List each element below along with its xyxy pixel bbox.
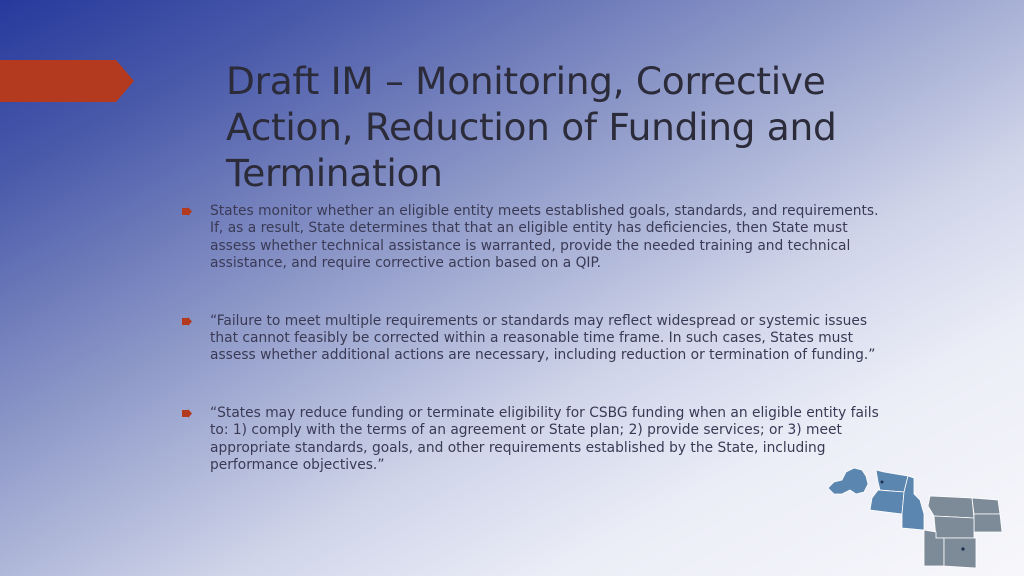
bullet-item <box>182 405 882 475</box>
bullet-arrow-icon <box>182 317 192 326</box>
bullet-arrow-icon <box>182 409 192 418</box>
bullet-text: “Failure to meet multiple requirements or standards may reflect widespread or systemic issues that cannot feasibly be corrected within a reasonable time frame. In such cases, States must assess whether additional actions are necessary, including reduction or termination of funding.” <box>210 312 876 364</box>
bullet-text: “States may reduce funding or terminate eligibility for CSBG funding when an eligible entity fails to: 1) comply with the terms of an agreement or State plan; 2) provide services; or 3) meet appropriate standards, goals, and other requirements established by the State, including performance objectives.” <box>210 404 879 474</box>
bullet-arrow-icon <box>182 207 192 216</box>
bullet-list <box>182 203 882 474</box>
region-map-icon <box>824 454 1024 576</box>
map-oregon <box>870 490 904 514</box>
accent-arrow-banner <box>0 60 134 102</box>
slide-title: Draft IM – Monitoring, Corrective Action, Reduction of Funding and Termination <box>226 59 837 195</box>
map-alaska <box>828 468 868 494</box>
map-colorado <box>944 538 976 568</box>
bullet-text: States monitor whether an eligible entity meets established goals, standards, and requirements. If, as a result, State determines that that an eligible entity has deficiencies, then State must assess whether technical assistance is warranted, provide the needed training and technical assistance, and require corrective action based on a QIP. <box>210 203 879 272</box>
map-montana <box>928 496 974 518</box>
bullet-item <box>182 203 882 273</box>
bullet-item <box>182 313 882 365</box>
map-washington <box>876 470 908 492</box>
map-south-dakota <box>974 514 1002 532</box>
map-wyoming <box>934 516 974 538</box>
map-north-dakota <box>972 498 1000 514</box>
